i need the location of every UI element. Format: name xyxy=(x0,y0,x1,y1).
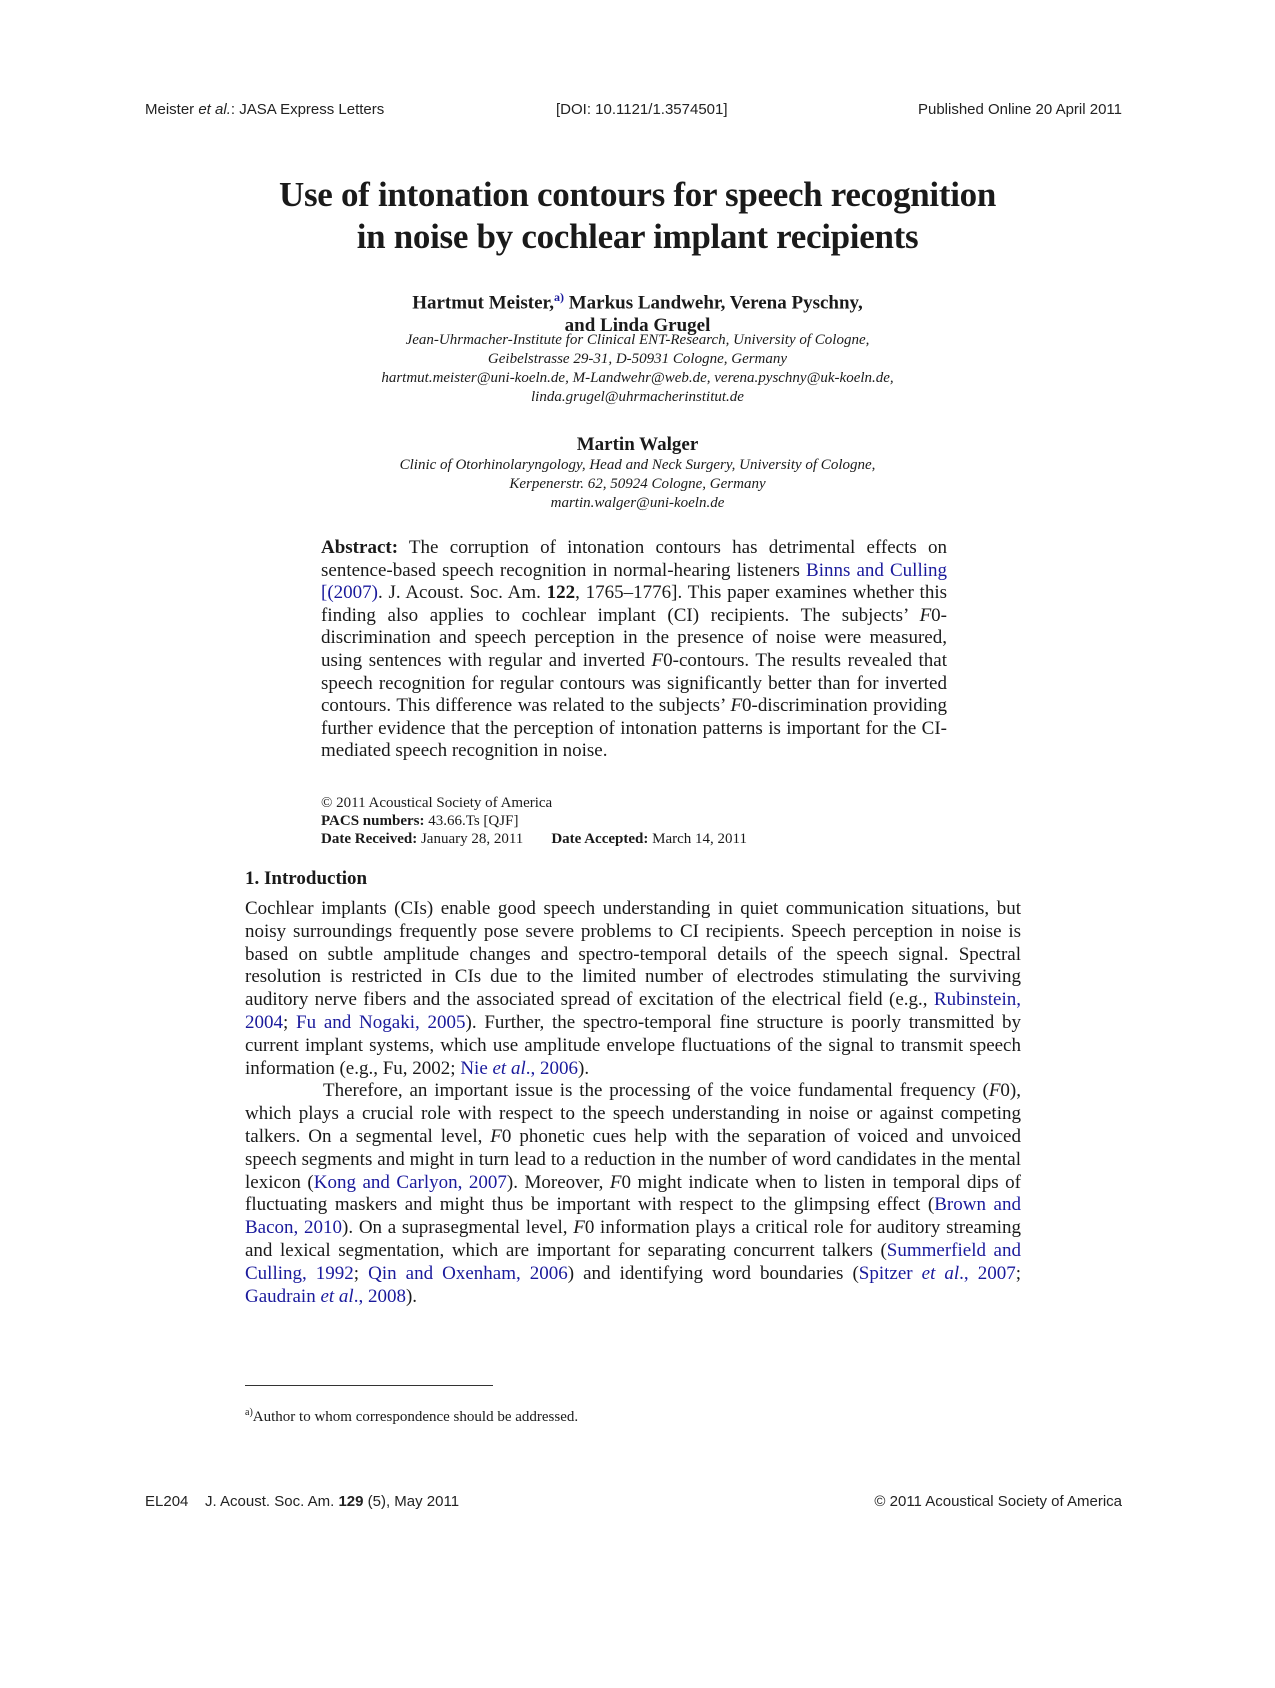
body-text: ; xyxy=(353,1262,369,1284)
running-footer-left xyxy=(145,1493,459,1510)
affiliation-2-email: martin.walger@uni-koeln.de xyxy=(550,495,725,511)
author-walger: Martin Walger xyxy=(576,434,699,455)
header-author: Meister xyxy=(145,101,199,118)
abstract-text: 0-discrimination and speech perception in the presence of noise were measured, using sentences with regular and inverted xyxy=(321,604,947,671)
author-meister: Hartmut Meister, xyxy=(412,292,554,314)
author-others: Markus Landwehr, Verena Pyschny, xyxy=(563,292,863,314)
accepted-value: March 14, 2011 xyxy=(648,831,747,847)
body-text: ). On a suprasegmental level, xyxy=(342,1217,574,1239)
pacs-label: PACS numbers: xyxy=(321,813,425,829)
affiliation-2-line-2: Kerpenerstr. 62, 50924 Cologne, Germany xyxy=(509,476,766,492)
body-text: ; xyxy=(1015,1262,1021,1284)
body-text: ). Moreover, xyxy=(506,1171,610,1193)
body-text: ). xyxy=(578,1057,590,1079)
author-line-2: and Linda Grugel xyxy=(564,315,711,337)
ref-spitzer-2007[interactable]: Spitzer et al., 2007 xyxy=(858,1262,1016,1284)
footnote-mark: a) xyxy=(245,1407,253,1418)
abstract-text: 0-contours. The results revealed that speech recognition for regular contours was significantly better than for inverted contours. This difference was related to the subjects’ xyxy=(321,649,947,717)
affiliation-1-emails-2: linda.grugel@uhrmacherinstitut.de xyxy=(531,389,744,405)
body-text: Cochlear implants (CIs) enable good speech understanding in quiet communication situations, but noisy surroundings frequently pose severe problems to CI recipients. Speech perception in noise is based on subtle amplitude changes and spectro-temporal details of the speech signal. Spectral resolution is restricted in CIs due to the limited number of electrodes stimulating the surviving auditory nerve fibers and the associated spread of excitation of the electrical field (e.g., xyxy=(245,898,1021,1011)
f0-symbol: F xyxy=(573,1217,585,1239)
title-line-1: Use of intonation contours for speech recognition xyxy=(278,175,997,214)
body-text: 0 might indicate when to listen in temporal dips of fluctuating maskers and might thus be important with respect to the glimpsing effect ( xyxy=(245,1171,1021,1216)
f0-symbol: F xyxy=(609,1171,622,1193)
footnote-text: Author to whom correspondence should be addressed. xyxy=(252,1409,579,1425)
f0-symbol: F xyxy=(919,604,932,626)
ref-summerfield-culling-1992[interactable]: Summerfield and Culling, 1992 xyxy=(245,1239,1021,1284)
ref-brown-bacon-2010[interactable]: Brown and Bacon, 2010 xyxy=(245,1194,1021,1239)
section-title: 1. Introduction xyxy=(245,868,368,889)
body-text: ). xyxy=(405,1285,418,1307)
header-published-date: Published Online 20 April 2011 xyxy=(917,101,1122,118)
affiliation-1 xyxy=(0,331,1275,407)
ref-nie-2006[interactable]: Nie et al., 2006 xyxy=(460,1057,578,1079)
affiliation-1-line-2: Geibelstrasse 29-31, D-50931 Cologne, Germany xyxy=(487,351,788,367)
affiliation-2 xyxy=(0,456,1275,513)
pacs-value: 43.66.Ts [QJF] xyxy=(424,813,519,829)
abstract-volume: 122 xyxy=(546,582,576,604)
header-etal: et al. xyxy=(198,101,231,118)
received-label: Date Received: xyxy=(321,831,418,847)
header-journal: : JASA Express Letters xyxy=(230,101,385,118)
ref-fu-nogaki-2005[interactable]: Fu and Nogaki, 2005 xyxy=(296,1011,466,1033)
abstract-text: The corruption of intonation contours has detrimental effects on sentence-based speech recognition in normal-hearing listeners xyxy=(321,537,947,581)
accepted-label: Date Accepted: xyxy=(551,831,649,847)
author-line-1 xyxy=(0,285,1275,314)
body-text: ). Further, the spectro-temporal fine structure is poorly transmitted by current implant systems, which use amplitude envelope fluctuations of the signal to transmit speech information (e.g., Fu, 2002; xyxy=(245,1011,1021,1079)
body-text: Therefore, an important issue is the processing of the voice fundamental frequency ( xyxy=(323,1080,989,1102)
header-doi: [DOI: 10.1121/1.3574501] xyxy=(556,101,728,118)
ref-qin-oxenham-2006[interactable]: Qin and Oxenham, 2006 xyxy=(368,1262,568,1284)
received-value: January 28, 2011 xyxy=(417,831,524,847)
paragraph-2 xyxy=(245,1080,1021,1308)
f0-symbol: F xyxy=(651,649,664,671)
abstract-text: 0-discrimination providing further evidence that the perception of intonation patterns is important for the CI-mediated speech recognition in noise. xyxy=(321,695,947,762)
footnote-divider xyxy=(245,1385,493,1386)
dates-line xyxy=(321,830,747,848)
ref-gaudrain-2008[interactable]: Gaudrain et al., 2008 xyxy=(245,1285,406,1307)
footnote-a xyxy=(245,1407,578,1426)
footer-copyright: © 2011 Acoustical Society of America xyxy=(874,1493,1122,1510)
body-text: 0 phonetic cues help with the separation of voiced and unvoiced speech segments and might in turn lead to a reduction in the number of word candidates in the mental lexicon ( xyxy=(245,1125,1021,1193)
abstract-text: , 1765–1776]. This paper examines whether this finding also applies to cochlear implant (CI) recipients. The subjects’ xyxy=(321,582,947,626)
abstract-label: Abstract: xyxy=(321,537,399,558)
abstract xyxy=(321,537,947,763)
body-text: ; xyxy=(283,1011,297,1033)
pacs-line xyxy=(321,812,747,830)
ref-binns-culling[interactable]: Binns and Culling [(2007) xyxy=(321,559,947,604)
ref-rubinstein-2004[interactable]: Rubinstein, 2004 xyxy=(245,989,1021,1033)
affiliation-1-line-1: Jean-Uhrmacher-Institute for Clinical ENT-Research, University of Cologne, xyxy=(405,332,870,348)
body-text: 0), which plays a crucial role with respect to the speech understanding in noise or against competing talkers. On a segmental level, xyxy=(245,1080,1021,1147)
affiliation-1-emails: hartmut.meister@uni-koeln.de, M-Landwehr@web.de, verena.pyschny@uk-koeln.de, xyxy=(381,370,894,386)
copyright-line: © 2011 Acoustical Society of America xyxy=(321,795,553,811)
footnote-link-a[interactable]: a) xyxy=(553,290,564,304)
paper-title xyxy=(0,174,1275,258)
f0-symbol: F xyxy=(490,1125,502,1147)
footer-issue: (5), May 2011 xyxy=(363,1493,460,1510)
body-text: ) and identifying word boundaries ( xyxy=(567,1262,859,1284)
ref-kong-carlyon-2007[interactable]: Kong and Carlyon, 2007 xyxy=(313,1171,507,1193)
running-header-left xyxy=(145,101,384,118)
section-body xyxy=(245,898,1021,1308)
page-number: EL204 xyxy=(145,1493,189,1510)
affiliation-2-line-1: Clinic of Otorhinolaryngology, Head and Neck Surgery, University of Cologne, xyxy=(399,457,876,473)
title-line-2: in noise by cochlear implant recipients xyxy=(356,217,919,256)
article-metadata xyxy=(321,794,747,848)
body-text: 0 information plays a critical role for auditory streaming and lexical segmentation, which are important for separating concurrent talkers ( xyxy=(245,1217,1022,1261)
footer-journal: J. Acoust. Soc. Am. xyxy=(205,1493,339,1510)
f0-symbol: F xyxy=(988,1080,1001,1102)
abstract-text: . J. Acoust. Soc. Am. xyxy=(377,582,547,604)
paragraph-1 xyxy=(245,898,1021,1080)
footer-volume: 129 xyxy=(338,1493,364,1510)
author-list xyxy=(0,285,1275,337)
f0-symbol: F xyxy=(730,695,743,717)
